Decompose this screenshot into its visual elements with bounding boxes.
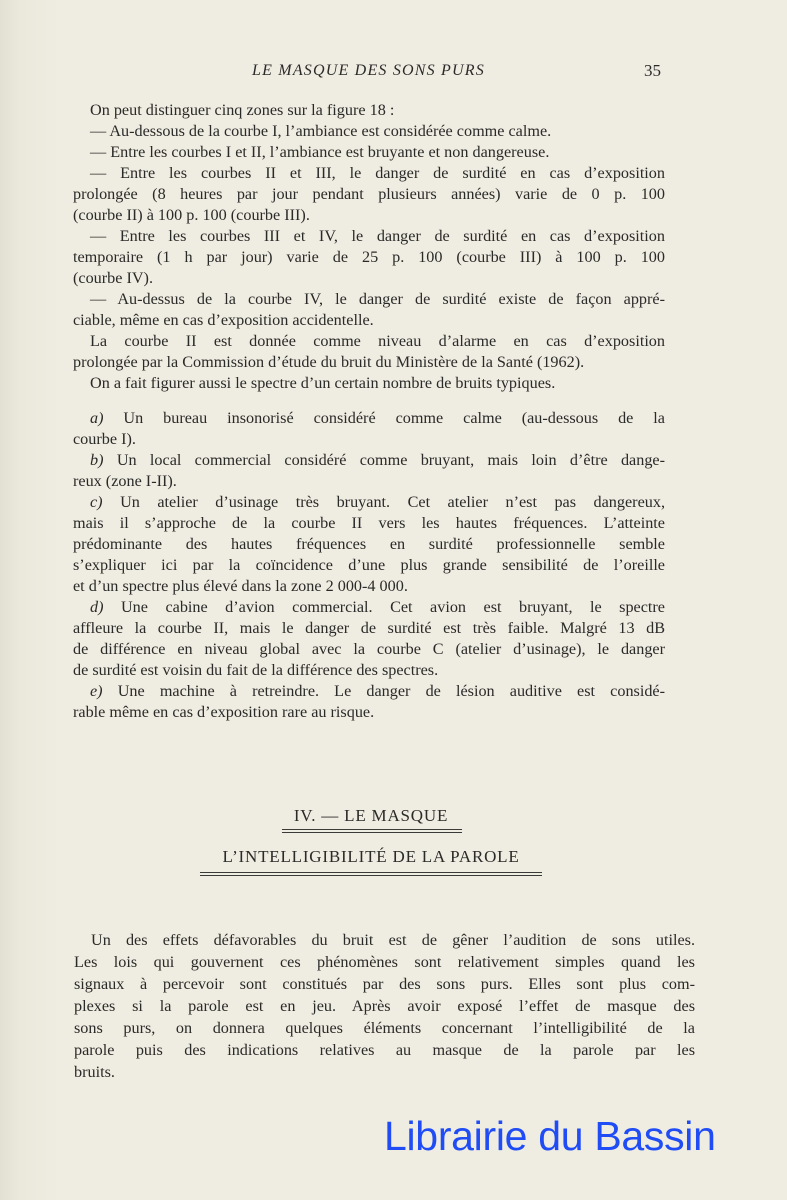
text-line: — Entre les courbes III et IV, le danger de surdité en cas d’exposition — [90, 227, 665, 245]
text-line — [73, 492, 665, 513]
text-line: — Au-dessous de la courbe I, l’ambiance est considérée comme calme. — [90, 122, 552, 140]
intro-paragraph — [74, 929, 695, 1083]
text-line: rable même en cas d’exposition rare au risque. — [73, 703, 375, 721]
text-line: Un des effets défavorables du bruit est de gêner l’audition de sons utiles. — [91, 931, 695, 949]
text-line — [73, 597, 665, 618]
item-label: d) — [90, 598, 104, 616]
text-line: de différence en niveau global avec la courbe C (atelier d’usinage), le danger — [73, 640, 665, 658]
watermark-logo: Librairie du Bassin — [384, 1113, 716, 1159]
text-line: prédominante des hautes fréquences en surdité professionnelle semble — [73, 535, 665, 553]
page-number: 35 — [644, 61, 661, 80]
text-line: Les lois qui gouvernent ces phénomènes sont relativement simples quand les — [74, 953, 695, 971]
text-line: ciable, même en cas d’exposition accidentelle. — [73, 311, 374, 329]
item-text: Un atelier d’usinage très bruyant. Cet atelier n’est pas dangereux, — [120, 493, 665, 511]
text-line: sons purs, on donnera quelques éléments concernant l’intelligibilité de la — [74, 1019, 695, 1037]
text-line: de surdité est voisin du fait de la différence des spectres. — [73, 661, 439, 679]
text-line: prolongée (8 heures par jour pendant plusieurs années) varie de 0 p. 100 — [73, 185, 665, 203]
text-line: On peut distinguer cinq zones sur la figure 18 : — [90, 101, 395, 119]
zones-section — [73, 100, 665, 394]
item-text: Un local commercial considéré comme bruyant, mais loin d’être dange- — [116, 451, 665, 469]
item-label: a) — [90, 409, 104, 427]
item-label: e) — [90, 682, 103, 700]
text-line: temporaire (1 h par jour) varie de 25 p. 100 (courbe III) à 100 p. 100 — [73, 248, 665, 266]
text-line: bruits. — [74, 1063, 115, 1081]
chapter-subheading: L’INTELLIGIBILITÉ DE LA PAROLE — [222, 847, 520, 866]
item-label: b) — [90, 451, 104, 469]
text-line: (courbe IV). — [73, 269, 153, 287]
text-line: s’expliquer ici par la coïncidence d’une plus grande sensibilité de l’oreille — [73, 556, 665, 574]
text-line — [73, 408, 665, 429]
text-line: On a fait figurer aussi le spectre d’un certain nombre de bruits typiques. — [90, 374, 556, 392]
text-line: (courbe II) à 100 p. 100 (courbe III). — [73, 206, 310, 224]
text-line: signaux à percevoir sont constitués par des sons purs. Elles sont plus com- — [74, 975, 695, 993]
noise-examples-list — [73, 408, 665, 723]
text-line: mais il s’approche de la courbe II vers les hautes fréquences. L’atteinte — [73, 514, 665, 532]
text-line: plexes si la parole est en jeu. Après avoir exposé l’effet de masque des — [74, 997, 695, 1015]
running-title: LE MASQUE DES SONS PURS — [252, 62, 485, 79]
item-label: c) — [90, 493, 103, 511]
item-text: Une machine à retreindre. Le danger de lésion auditive est considé- — [117, 682, 666, 700]
chapter-heading: IV. — LE MASQUE — [293, 806, 449, 825]
text-line: La courbe II est donnée comme niveau d’alarme en cas d’exposition — [90, 332, 665, 350]
text-line: parole puis des indications relatives au masque de la parole par les — [74, 1041, 695, 1059]
item-text: Un bureau insonorisé considéré comme calme (au-dessous de la — [123, 409, 665, 427]
text-line: courbe I). — [73, 430, 136, 448]
text-line: et d’un spectre plus élevé dans la zone 2 000-4 000. — [73, 577, 408, 595]
text-line: — Entre les courbes I et II, l’ambiance est bruyante et non dangereuse. — [90, 143, 550, 161]
item-text: Une cabine d’avion commercial. Cet avion est bruyant, le spectre — [120, 598, 665, 616]
text-line: — Entre les courbes II et III, le danger de surdité en cas d’exposition — [90, 164, 665, 182]
heading-double-rule — [282, 829, 462, 833]
text-line: affleure la courbe II, mais le danger de surdité est très faible. Malgré 13 dB — [73, 619, 665, 637]
text-line: prolongée par la Commission d’étude du bruit du Ministère de la Santé (1962). — [73, 353, 585, 371]
text-line: — Au-dessus de la courbe IV, le danger de surdité existe de façon appré- — [90, 290, 665, 308]
text-line — [73, 450, 665, 471]
text-line: reux (zone I-II). — [73, 472, 177, 490]
subheading-double-rule — [200, 872, 542, 876]
text-line — [73, 681, 665, 702]
